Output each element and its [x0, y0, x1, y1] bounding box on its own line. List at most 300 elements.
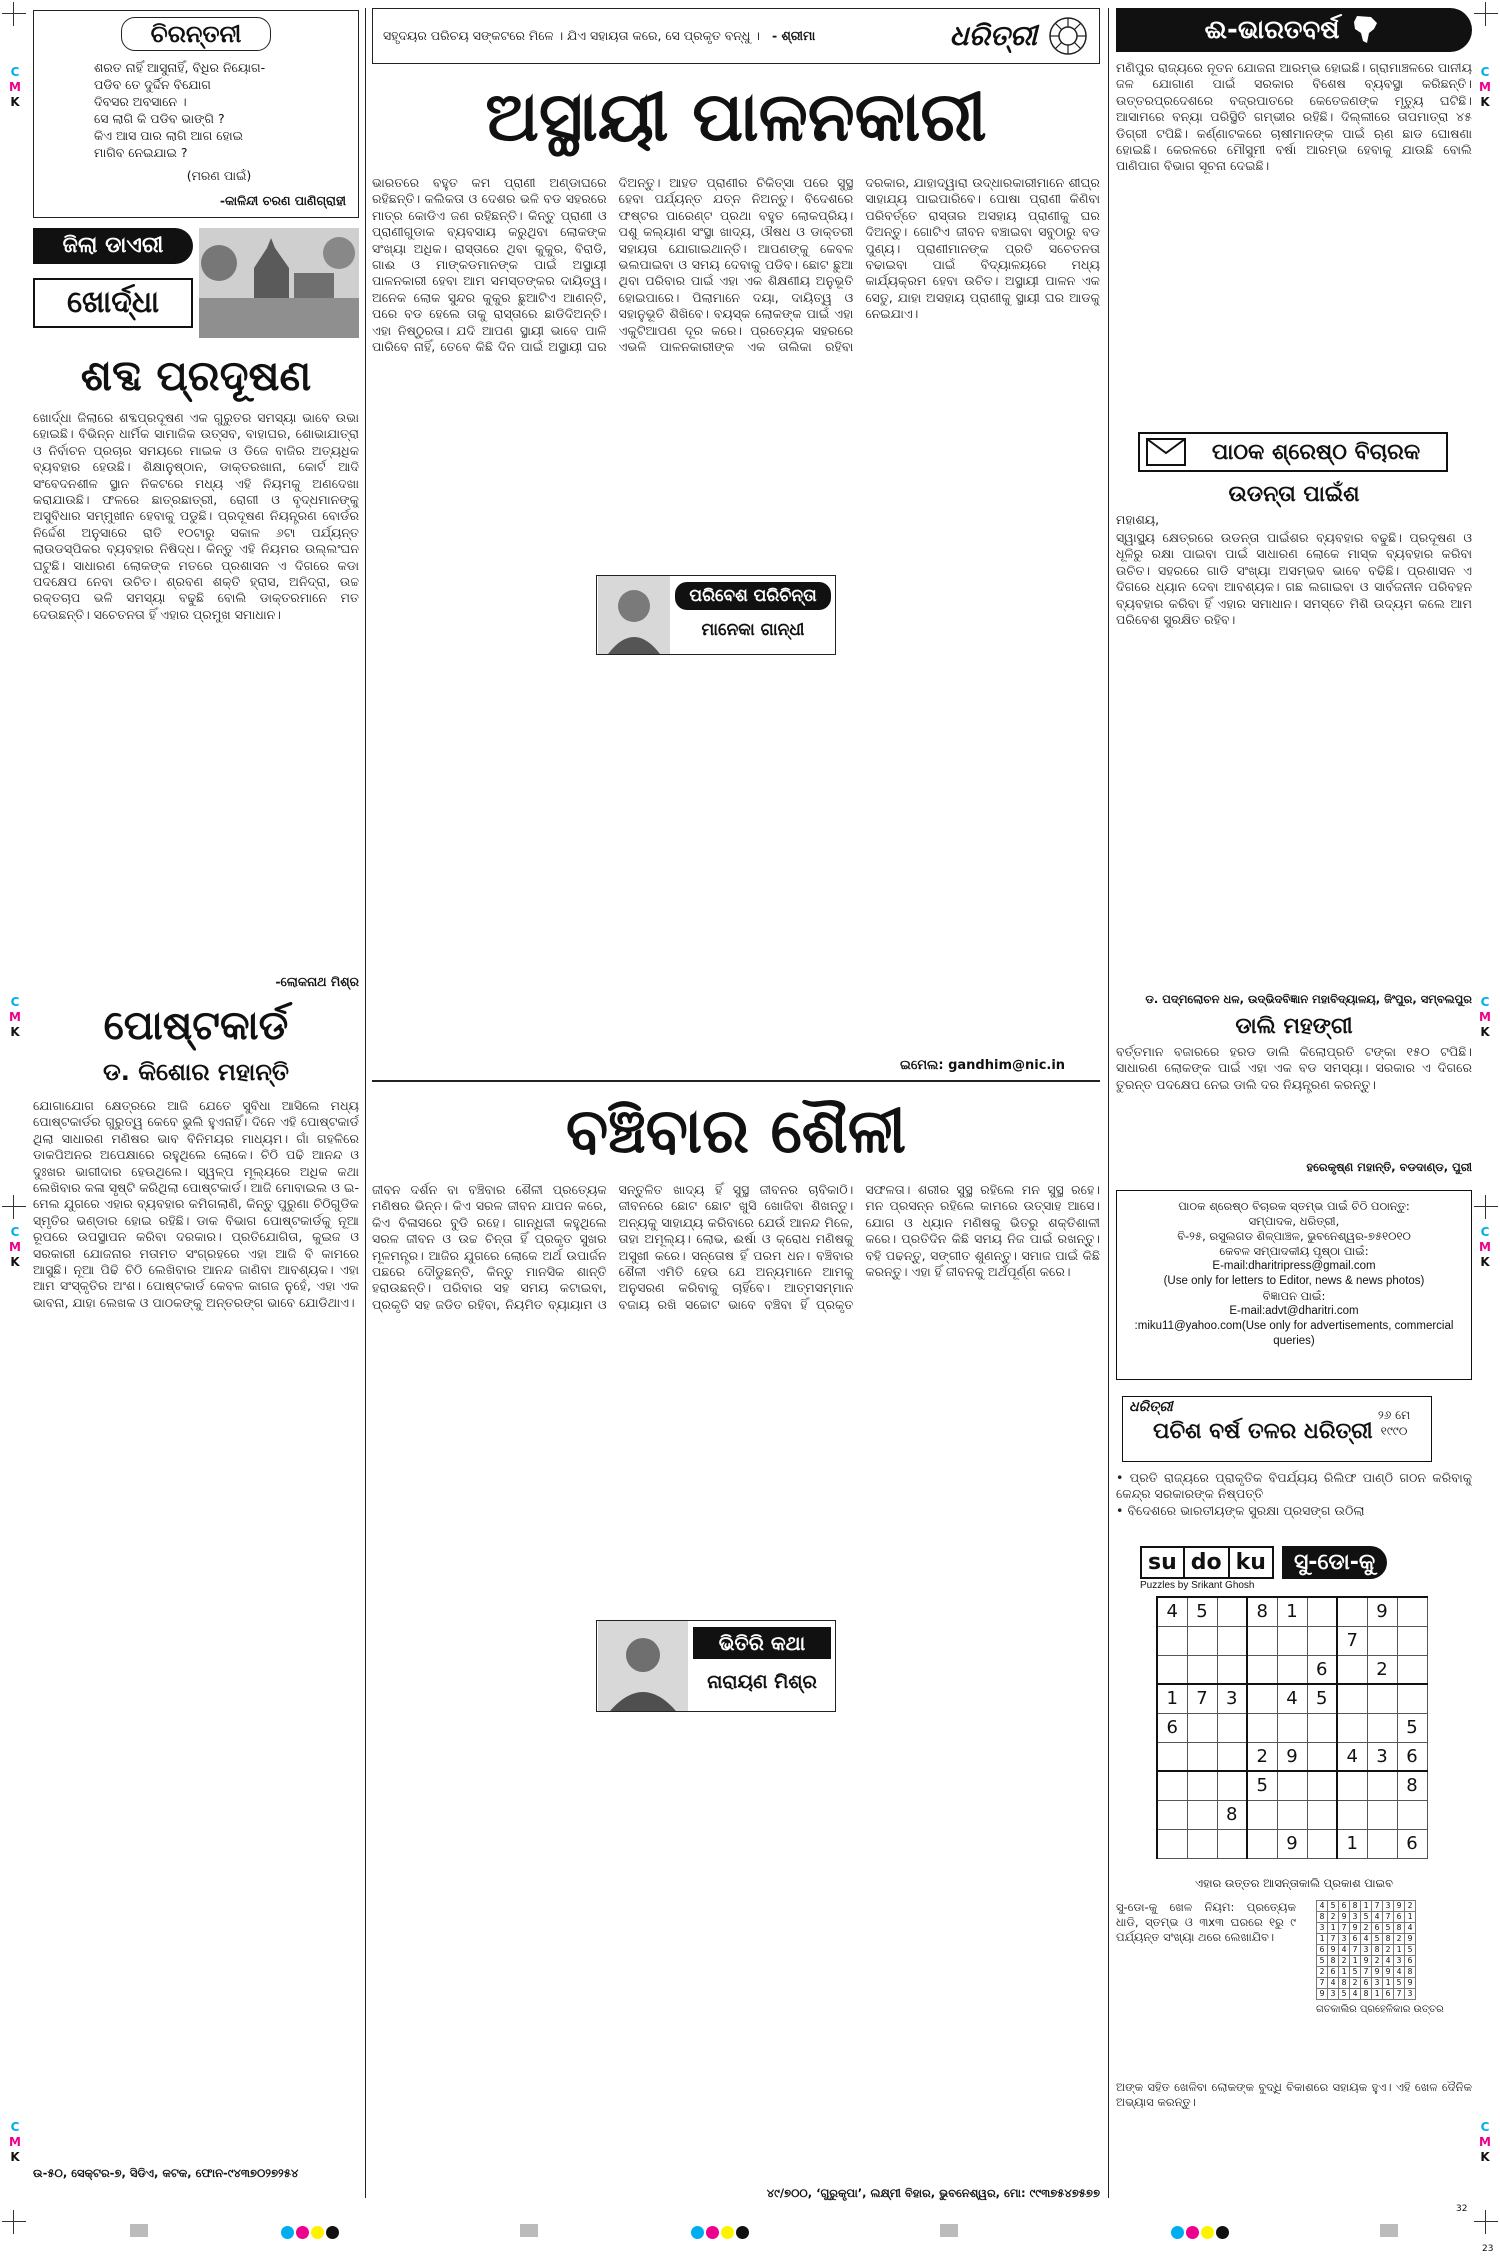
cmyk-mark-left-bottom: C M K	[9, 2120, 21, 2164]
reader-box	[1138, 432, 1448, 472]
solution-cell: 6	[1394, 1912, 1405, 1923]
solution-cell: 8	[1383, 1934, 1394, 1945]
sudoku-cell[interactable]: 6	[1397, 1829, 1427, 1858]
corner-number: 23	[1482, 2244, 1494, 2254]
solution-cell: 4	[1328, 1978, 1339, 1989]
contact-line: ସମ୍ପାଦକ, ଧରିତ୍ରୀ,	[1248, 1214, 1340, 1228]
sudoku-cell[interactable]: 5	[1397, 1713, 1427, 1742]
solution-grid	[1316, 1900, 1416, 2000]
solution-cell: 5	[1394, 1978, 1405, 1989]
magenta-dot	[296, 2226, 309, 2239]
solution-cell: 3	[1361, 1945, 1372, 1956]
solution-cell: 6	[1361, 1978, 1372, 1989]
anniversary-box	[1122, 1396, 1432, 1462]
sudoku-cell[interactable]: 8	[1217, 1800, 1247, 1829]
columnist2-box	[596, 1620, 836, 1712]
solution-cell: 2	[1405, 1901, 1416, 1912]
article2-text-b: ଶରୀର ସୁସ୍ଥ ରହିଲେ ମନ ସୁସ୍ଥ ରହେ। ମନ ପ୍ରସନ୍ନ ରହିଲେ କାମରେ ଉତ୍ସାହ ଆସେ। ଯୋଗ ଓ ଧ୍ୟାନ ମଣିଷକୁ ଭିତରୁ ଶକ୍ତିଶାଳୀ କରେ। ପ୍ରତିଦିନ କିଛି ସମୟ ନିଜ ପାଇଁ ରଖନ୍ତୁ। ବହି ପଢନ୍ତୁ, ସଙ୍ଗୀତ ଶୁଣନ୍ତୁ। ସମାଜ ପାଇଁ କିଛି କରନ୍ତୁ। ଏହା ହିଁ ଜୀବନକୁ ଅର୍ଥପୂର୍ଣ୍ଣ କରେ।	[865, 1182, 1100, 1280]
solution-cell: 2	[1339, 1956, 1350, 1967]
ebharat-body	[1116, 60, 1472, 430]
sudoku-credit: Puzzles by Srikant Ghosh	[1140, 1580, 1255, 1591]
poem-line: କିଏ ଆସ ପାର ଲାଗି ଆଗ ହୋଇ	[94, 128, 244, 143]
cyan-dot	[281, 2226, 294, 2239]
solution-cell: 6	[1328, 1967, 1339, 1978]
solution-cell: 3	[1317, 1923, 1328, 1934]
solution-row	[1317, 1901, 1416, 1912]
poem-author: -କାଳିନ୍ଦୀ ଚରଣ ପାଣିଗ୍ରାହୀ	[219, 193, 346, 208]
dali-signature: ହରେକୃଷ୍ଣ ମହାନ୍ତି, ବଡଦାଣ୍ଡ, ପୁରୀ	[1306, 1160, 1472, 1174]
solution-cell: 5	[1328, 1901, 1339, 1912]
sudoku-logo-su: su	[1140, 1546, 1185, 1579]
diary-district: ଖୋର୍ଦ୍ଧା	[33, 278, 193, 328]
solution-row	[1317, 1934, 1416, 1945]
yellow-dot	[311, 2226, 324, 2239]
sudoku-cell[interactable]	[1217, 1742, 1247, 1771]
solution-cell: 8	[1361, 1989, 1372, 2000]
sudoku-row	[1157, 1684, 1427, 1713]
solution-cell: 1	[1361, 1901, 1372, 1912]
contact-line: ବି-୨୫, ରସୁଲଗଡ ଶିଳ୍ପାଞ୍ଚଳ, ଭୁବନେଶ୍ୱର-୭୫୧୦୧୦	[1177, 1229, 1411, 1243]
sudoku-cell[interactable]: 5	[1187, 1597, 1217, 1626]
sudoku-row	[1157, 1742, 1427, 1771]
sudoku-cell[interactable]	[1247, 1713, 1277, 1742]
email-address[interactable]: gandhim@nic.in	[948, 1058, 1066, 1073]
solution-cell: 5	[1350, 1967, 1361, 1978]
solution-row	[1317, 1945, 1416, 1956]
sabda-title: ଶବ୍ଦ ପ୍ରଦୂଷଣ	[80, 351, 312, 400]
sudoku-cell[interactable]: 6	[1157, 1713, 1187, 1742]
sudoku-puzzle	[1156, 1596, 1428, 1859]
solution-cell: 2	[1328, 1912, 1339, 1923]
sudoku-cell[interactable]	[1307, 1597, 1337, 1626]
solution-cell: 8	[1372, 1945, 1383, 1956]
right-bottom-note-text: ଅଙ୍କ ସହିତ ଖେଳିବା ଲୋକଙ୍କ ବୁଦ୍ଧି ବିକାଶରେ ସହାୟକ ହୁଏ। ଏହି ଖେଳ ଦୈନିକ ଅଭ୍ୟାସ କରନ୍ତୁ।	[1116, 2080, 1472, 2109]
sudoku-cell[interactable]: 2	[1367, 1655, 1397, 1684]
contact-line: କେବଳ ସମ୍ପାଦକୀୟ ପୃଷ୍ଠା ପାଇଁ:	[1219, 1244, 1369, 1258]
poem	[34, 51, 358, 184]
solution-cell: 4	[1361, 1934, 1372, 1945]
solution-cell: 7	[1339, 1923, 1350, 1934]
sudoku-grid	[1156, 1596, 1428, 1859]
postcard-text: ଯୋଗାଯୋଗ କ୍ଷେତ୍ରରେ ଆଜି ଯେତେ ସୁବିଧା ଆସିଲେ ମଧ୍ୟ ପୋଷ୍ଟକାର୍ଡର ଗୁରୁତ୍ୱ କେବେ ଭୁଲି ହୁଏନାହିଁ। ଦିନେ ଏହି ପୋଷ୍ଟକାର୍ଡ ଥିଲା ସାଧାରଣ ମଣିଷର ଭାବ ବିନିମୟର ମାଧ୍ୟମ। ଗାଁ ଗହଳିରେ ଡାକପିଅନର ଅପେକ୍ଷାରେ ରହୁଥିଲେ ଲୋକେ। ଚିଠି ପଢି ଆନନ୍ଦ ଓ ଦୁଃଖର ଭାଗୀଦାର ହେଉଥିଲେ। ସ୍ୱଳ୍ପ ମୂଲ୍ୟରେ ଅଧିକ କଥା ଲେଖିବାର କଳା ସୃଷ୍ଟି କରିଥିଲା ପୋଷ୍ଟକାର୍ଡ। ଆଜି ମୋବାଇଲ ଓ ଇ-ମେଲ ଯୁଗରେ ଏହାର ବ୍ୟବହାର କମିଗଲାଣି, କିନ୍ତୁ ପୁରୁଣା ଚିଠିଗୁଡିକ ସ୍ମୃତିର ଭଣ୍ଡାର ହୋଇ ରହିଛି। ଡାକ ବିଭାଗ ପୋଷ୍ଟକାର୍ଡକୁ ନୂଆ ରୂପରେ ଉପସ୍ଥାପନ କରିବା ଦରକାର। ପ୍ରତିଯୋଗିତା, କୁଇଜ ଓ ସରକାରୀ ଯୋଜନାର ମତାମତ ସଂଗ୍ରହରେ ଏହା ଆଜି ବି କାମରେ ଆସୁଛି। ନୂଆ ପିଢି ଚିଠି ଲେଖିବାର ଆନନ୍ଦ ଜାଣିବା ଆବଶ୍ୟକ। ଏହା ଆମ ସଂସ୍କୃତିର ଅଂଶ। ପୋଷ୍ଟକାର୍ଡ କେବଳ କାଗଜ ନୁହେଁ, ଏହା ଏକ ଭାବନା, ଯାହା ଲେଖକ ଓ ପାଠକଙ୍କୁ ଅନ୍ତରଙ୍ଗ ଭାବେ ଯୋଡିଥାଏ।	[33, 1098, 359, 1310]
solution-cell: 4	[1372, 1912, 1383, 1923]
anniversary-item: • ପ୍ରତି ରାଜ୍ୟରେ ପ୍ରାକୃତିକ ବିପର୍ଯ୍ୟୟ ରିଲିଫ ପାଣ୍ଠି ଗଠନ କରିବାକୁ କେନ୍ଦ୍ର ସରକାରଙ୍କ ନିଷ୍ପତ୍ତି	[1116, 1470, 1472, 1502]
sudoku-cell[interactable]	[1247, 1626, 1277, 1655]
postcard-footer: ଉ-୫୦, ସେକ୍ଟର-୭, ସିଡିଏ, କଟକ, ଫୋନ-୯୪୩୭୦୨୭୨୫୪	[33, 2166, 299, 2180]
sudoku-cell[interactable]	[1217, 1655, 1247, 1684]
sudoku-cell[interactable]	[1307, 1771, 1337, 1800]
solution-cell: 9	[1394, 1901, 1405, 1912]
udanta-body	[1116, 530, 1472, 990]
sudoku-cell[interactable]	[1277, 1655, 1307, 1684]
sudoku-cell[interactable]: 5	[1307, 1684, 1337, 1713]
solution-cell: 2	[1361, 1923, 1372, 1934]
solution-cell: 4	[1405, 1923, 1416, 1934]
sudoku-rules	[1116, 1900, 1296, 2070]
sudoku-cell[interactable]	[1187, 1655, 1217, 1684]
sudoku-cell[interactable]	[1187, 1742, 1217, 1771]
sudoku-cell[interactable]	[1307, 1829, 1337, 1858]
sudoku-note: ଏହାର ଉତ୍ତର ଆସନ୍ତାକାଲି ପ୍ରକାଶ ପାଇବ	[1195, 1876, 1393, 1890]
solution-cell: 7	[1394, 1989, 1405, 2000]
sudoku-cell[interactable]: 9	[1277, 1829, 1307, 1858]
sudoku-cell[interactable]: 3	[1367, 1742, 1397, 1771]
contact-email-advt[interactable]: E-mail:advt@dharitri.com	[1229, 1305, 1359, 1317]
cmyk-dots	[690, 2224, 750, 2243]
magenta-dot	[706, 2226, 719, 2239]
sudoku-row	[1157, 1771, 1427, 1800]
dali-body	[1116, 1044, 1472, 1156]
cmyk-mark-left-low: C M K	[9, 1225, 21, 1269]
sudoku-cell[interactable]	[1307, 1742, 1337, 1771]
email-prefix: ଇମେଲ:	[900, 1058, 944, 1073]
sudoku-row	[1157, 1829, 1427, 1858]
sudoku-cell[interactable]	[1247, 1800, 1277, 1829]
solution-cell: 5	[1383, 1923, 1394, 1934]
sudoku-cell[interactable]	[1277, 1771, 1307, 1800]
cmyk-mark-right-bottom: C M K	[1479, 2120, 1491, 2164]
udanta-title: ଉଡନ୍ତା ପାଇଁଶ	[1228, 482, 1360, 507]
sudoku-row	[1157, 1655, 1427, 1684]
sudoku-rules-text: ସୁ-ଡୋ-କୁ ଖେଳ ନିୟମ: ପ୍ରତ୍ୟେକ ଧାଡି, ସ୍ତମ୍ଭ ଓ ୩x୩ ଘରରେ ୧ରୁ ୯ ପର୍ଯ୍ୟନ୍ତ ସଂଖ୍ୟା ଥରେ ଲେଖାଯିବ।	[1116, 1900, 1296, 1944]
solution-cell: 2	[1350, 1978, 1361, 1989]
sudoku-cell[interactable]: 9	[1367, 1597, 1397, 1626]
column-label: ପରିବେଶ ପରିଚିନ୍ତା	[675, 582, 831, 610]
sudoku-cell[interactable]: 5	[1247, 1771, 1277, 1800]
solution-cell: 8	[1328, 1956, 1339, 1967]
masthead-logo: ଧରିତ୍ରୀ	[949, 19, 1037, 52]
cmyk-dots	[280, 2224, 340, 2243]
sudoku-cell[interactable]: 9	[1277, 1742, 1307, 1771]
sudoku-cell[interactable]	[1157, 1771, 1187, 1800]
anniversary-item: • ବିଦେଶରେ ଭାରତୀୟଙ୍କ ସୁରକ୍ଷା ପ୍ରସଙ୍ଗ ଉଠିଲା	[1116, 1502, 1365, 1518]
column-divider	[1108, 8, 1109, 2198]
sudoku-row	[1157, 1713, 1427, 1742]
poem-line: ପଡିବ ତେ ଦୁର୍ଦ୍ଦିନ ବିଯୋଗ	[94, 77, 211, 92]
sudoku-cell[interactable]: 7	[1337, 1626, 1367, 1655]
poem-line: ସେ ଲାଗି କି ପଡିବ ଭାଙ୍ଗି ?	[94, 111, 225, 126]
sudoku-logo-do: do	[1185, 1546, 1230, 1579]
solution-cell: 4	[1339, 1945, 1350, 1956]
column2-label: ଭିତିରି କଥା	[693, 1627, 831, 1659]
sudoku-cell[interactable]	[1277, 1713, 1307, 1742]
solution-row	[1317, 1967, 1416, 1978]
solution-cell: 1	[1405, 1912, 1416, 1923]
sudoku-cell[interactable]	[1307, 1800, 1337, 1829]
reader-box-title: ପାଠକ ଶ୍ରେଷ୍ଠ ବିଚାରକ	[1211, 439, 1421, 465]
sudoku-logo-ku: ku	[1230, 1546, 1274, 1579]
sudoku-cell[interactable]	[1337, 1597, 1367, 1626]
sudoku-cell[interactable]: 8	[1397, 1771, 1427, 1800]
solution-cell: 4	[1317, 1901, 1328, 1912]
sudoku-cell[interactable]	[1247, 1655, 1277, 1684]
sudoku-cell[interactable]	[1307, 1626, 1337, 1655]
solution-cell: 1	[1383, 1978, 1394, 1989]
anniversary-items	[1116, 1470, 1472, 1530]
sudoku-cell[interactable]	[1247, 1829, 1277, 1858]
solution-cell: 3	[1339, 1934, 1350, 1945]
sudoku-cell[interactable]	[1397, 1597, 1427, 1626]
sudoku-cell[interactable]	[1187, 1800, 1217, 1829]
temple-photo	[199, 228, 359, 338]
sudoku-cell[interactable]	[1367, 1800, 1397, 1829]
sudoku-cell[interactable]: 1	[1157, 1684, 1187, 1713]
article2-text: ଜୀବନ ଦର୍ଶନ ବା ବଞ୍ଚିବାର ଶୈଳୀ ପ୍ରତ୍ୟେକ ମଣିଷର ଭିନ୍ନ। କିଏ ସରଳ ଜୀବନ ଯାପନ କରେ, କିଏ ବିଳାସରେ ବୁଡି ରହେ। ଗାନ୍ଧିଜୀ କହୁଥିଲେ ସରଳ ଜୀବନ ଓ ଉଚ୍ଚ ଚିନ୍ତା ହିଁ ପ୍ରକୃତ ସୁଖର ମୂଳମନ୍ତ୍ର। ଆଜିର ଯୁଗରେ ଲୋକେ ଅର୍ଥ ଉପାର୍ଜନ ପଛରେ ଦୌଡୁଛନ୍ତି, କିନ୍ତୁ ମାନସିକ ଶାନ୍ତି ହରାଉଛନ୍ତି। ପରିବାର ସହ ସମୟ କଟାଇବା, ପ୍ରକୃତି ସହ ଜଡିତ ରହିବା, ନିୟମିତ ବ୍ୟାୟାମ ଓ ସନ୍ତୁଳିତ ଖାଦ୍ୟ ହିଁ ସୁସ୍ଥ ଜୀବନର ଚାବିକାଠି। ଜୀବନରେ ଛୋଟ ଛୋଟ ଖୁସି ଖୋଜିବା ଶିଖନ୍ତୁ। ଅନ୍ୟକୁ ସାହାଯ୍ୟ କରିବାରେ ଯେଉଁ ଆନନ୍ଦ ମିଳେ, ତାହା ଅମୂଲ୍ୟ। ଲୋଭ, ଈର୍ଷା ଓ କ୍ରୋଧ ମଣିଷକୁ ଅସୁଖୀ କରେ। ସନ୍ତୋଷ ହିଁ ପରମ ଧନ। ବଞ୍ଚିବାର ଶୈଳୀ ଏମିତି ହେଉ ଯେ ଅନ୍ୟମାନେ ଆମକୁ ଅନୁସରଣ କରିବାକୁ ଚାହିଁବେ। ଆତ୍ମସମ୍ମାନ ବଜାୟ ରଖି ସଚ୍ଚୋଟ ଭାବେ ବଞ୍ଚିବା ହିଁ ପ୍ରକୃତ ସଫଳତା।	[372, 1182, 911, 1312]
dali-text: ବର୍ତ୍ତମାନ ବଜାରରେ ହରଡ ଡାଲି କିଲୋପ୍ରତି ଟଙ୍କା ୧୫୦ ଟପିଛି। ସାଧାରଣ ଲୋକଙ୍କ ପାଇଁ ଏହା ଏକ ବଡ ସମସ୍ୟା। ସରକାର ଏ ଦିଗରେ ତୁରନ୍ତ ପଦକ୍ଷେପ ନେଇ ଡାଲି ଦର ନିୟନ୍ତ୍ରଣ କରନ୍ତୁ।	[1116, 1044, 1472, 1092]
email-line	[900, 1058, 1065, 1073]
solution-cell: 1	[1350, 1956, 1361, 1967]
sudoku-cell[interactable]	[1187, 1713, 1217, 1742]
yellow-dot	[1201, 2226, 1214, 2239]
sudoku-cell[interactable]	[1217, 1829, 1247, 1858]
diary-label: ଜିଲା ଡାଏରୀ	[33, 228, 193, 264]
sudoku-row	[1157, 1800, 1427, 1829]
chirantani-title: ଚିରନ୍ତନୀ	[121, 17, 271, 51]
solution-cell: 7	[1328, 1934, 1339, 1945]
sudoku-cell[interactable]	[1187, 1829, 1217, 1858]
solution-cell: 8	[1405, 1967, 1416, 1978]
sudoku-row	[1157, 1597, 1427, 1626]
sudoku-cell[interactable]: 7	[1187, 1684, 1217, 1713]
postcard-author: ଡ. କିଶୋର ମହାନ୍ତି	[103, 1058, 289, 1086]
udanta-salutation: ମହାଶୟ,	[1116, 512, 1160, 527]
sudoku-cell[interactable]	[1367, 1829, 1397, 1858]
solution-cell: 4	[1394, 1967, 1405, 1978]
solution-cell: 6	[1383, 1989, 1394, 2000]
sudoku-cell[interactable]: 4	[1337, 1742, 1367, 1771]
solution-cell: 5	[1339, 1989, 1350, 2000]
solution-row	[1317, 1989, 1416, 2000]
contact-line: ପାଠକ ଶ୍ରେଷ୍ଠ ବିଚାରକ ସ୍ତମ୍ଭ ପାଇଁ ଚିଠି ପଠାନ୍ତୁ:	[1178, 1199, 1410, 1213]
sudoku-header	[1140, 1538, 1460, 1586]
solution-cell: 7	[1350, 1945, 1361, 1956]
solution-cell: 1	[1317, 1934, 1328, 1945]
black-dot	[736, 2226, 749, 2239]
solution-cell: 7	[1383, 1912, 1394, 1923]
sudoku-solution	[1316, 1900, 1466, 2015]
solution-cell: 7	[1317, 1978, 1328, 1989]
sudoku-cell[interactable]: 2	[1247, 1742, 1277, 1771]
sudoku-cell[interactable]	[1337, 1771, 1367, 1800]
solution-cell: 6	[1405, 1956, 1416, 1967]
solution-row	[1317, 1956, 1416, 1967]
solution-cell: 5	[1317, 1956, 1328, 1967]
cmyk-mark-right-mid: C M K	[1479, 995, 1491, 1039]
anniversary-masthead: ଧରିତ୍ରୀ	[1129, 1399, 1173, 1415]
sudoku-cell[interactable]: 1	[1337, 1829, 1367, 1858]
poem-line: (ମରଣ ପାଇଁ)	[186, 168, 252, 183]
solution-cell: 6	[1372, 1923, 1383, 1934]
sudoku-cell[interactable]: 1	[1277, 1597, 1307, 1626]
sudoku-cell[interactable]	[1247, 1684, 1277, 1713]
cmyk-mark-right-top: C M K	[1479, 65, 1491, 109]
solution-cell: 6	[1350, 1934, 1361, 1945]
contact-box	[1116, 1190, 1472, 1380]
print-color-bar	[0, 2222, 1500, 2242]
sudoku-cell[interactable]: 6	[1307, 1655, 1337, 1684]
solution-cell: 8	[1394, 1923, 1405, 1934]
solution-cell: 3	[1394, 1956, 1405, 1967]
solution-row	[1317, 1923, 1416, 1934]
postcard-title: ପୋଷ୍ଟକାର୍ଡ	[103, 1003, 289, 1049]
column2-author: ନାରାୟଣ ମିଶ୍ର	[707, 1671, 817, 1693]
solution-cell: 8	[1317, 1912, 1328, 1923]
sudoku-cell[interactable]	[1217, 1626, 1247, 1655]
solution-cell: 9	[1350, 1923, 1361, 1934]
sudoku-cell[interactable]	[1367, 1684, 1397, 1713]
sudoku-cell[interactable]	[1367, 1626, 1397, 1655]
sudoku-cell[interactable]	[1157, 1626, 1187, 1655]
cmyk-mark-right-low: C M K	[1479, 1225, 1491, 1269]
envelope-icon	[1146, 438, 1186, 466]
poem-line: ଶରତ ନାହିଁ ଆସୁନାହିଁ, ବିଧିର ନିୟୋଗ-	[94, 60, 266, 75]
sudoku-cell[interactable]	[1277, 1800, 1307, 1829]
sudoku-cell[interactable]	[1187, 1771, 1217, 1800]
sudoku-cell[interactable]	[1217, 1771, 1247, 1800]
gray-swatch	[940, 2224, 958, 2237]
sudoku-oriya-title: ସୁ-ଡୋ-କୁ	[1282, 1546, 1387, 1579]
anniversary-date: ୨୬ ମେ ୧୯୯୦	[1377, 1408, 1411, 1438]
sudoku-cell[interactable]	[1397, 1684, 1427, 1713]
solution-cell: 3	[1383, 1901, 1394, 1912]
article1-text: ଭାରତରେ ବହୁତ କମ ପ୍ରାଣୀ ଅଣ୍ଡାଘରେ ରହିଛନ୍ତି। କଲିକତା ଓ ଦେଶର ଭଳି ବଡ ସହରରେ ମାତ୍ର କୋଡିଏ ଜଣ ରହିଛନ୍ତି। କିନ୍ତୁ ପ୍ରାଣୀ ଓ ପ୍ରାଣୀଗୁଡାକ ବ୍ୟବସାୟ କରୁଥିବା ଲୋକଙ୍କ ସଂଖ୍ୟା ଅଧିକ। ରାସ୍ତାରେ ଥିବା କୁକୁର, ବିରାଡି, ଗାଈ ଓ ମାଙ୍କଡମାନଙ୍କ ପାଇଁ ଅସ୍ଥାୟୀ ପାଳନକାରୀ ହେବା ଆମ ସମସ୍ତଙ୍କର ଦାୟିତ୍ୱ। ଅନେକ ଲୋକ ସୁନ୍ଦର କୁକୁର ଛୁଆଟିଏ ଆଣନ୍ତି, ପରେ ବଡ ହେଲେ ତାକୁ ରାସ୍ତାରେ ଛାଡିଦିଅନ୍ତି। ଏହା ନିଷ୍ଠୁରତା। ଯଦି ଆପଣ ସ୍ଥାୟୀ ଭାବେ ପାଳି ପାରିବେ ନାହିଁ, ତେବେ କିଛି ଦିନ ପାଇଁ ଅସ୍ଥାୟୀ ଘର ଦିଅନ୍ତୁ। ଆହତ ପ୍ରାଣୀର ଚିକିତ୍ସା ପରେ ସୁସ୍ଥ ହେବା ପର୍ଯ୍ୟନ୍ତ ଯତ୍ନ ନିଅନ୍ତୁ। ବିଦେଶରେ ଫଷ୍ଟର ପାରେଣ୍ଟ ପ୍ରଥା ବହୁତ ଲୋକପ୍ରିୟ। ପଶୁ କଲ୍ୟାଣ ସଂସ୍ଥା ଖାଦ୍ୟ, ଔଷଧ ଓ ଡାକ୍ତରୀ ସହାୟତା ଯୋଗାଇଥାନ୍ତି। ଆପଣଙ୍କୁ କେବଳ ଭଲପାଇବା ଓ ସମୟ ଦେବାକୁ ପଡିବ। ଛୋଟ ଛୁଆ ଥିବା ପରିବାର ପାଇଁ ଏହା ଏକ ଶିକ୍ଷଣୀୟ ଅନୁଭୂତି ହୋଇପାରେ। ପିଲାମାନେ ଦୟା, ଦାୟିତ୍ୱ ଓ ସହାନୁଭୂତି ଶିଖିବେ। ବୟସ୍କ ଲୋକଙ୍କ ପାଇଁ ଏହା ଏକୁଟିଆପଣ ଦୂର କରେ। ପ୍ରତ୍ୟେକ ସହରରେ ଏଭଳି ପାଳନକାରୀଙ୍କ ଏକ ତାଲିକା ରହିବା ଦରକାର, ଯାହାଦ୍ୱାରା ଉଦ୍ଧାରକାରୀମାନେ ଶୀଘ୍ର ସାହାଯ୍ୟ ପାଇପାରିବେ। ପୋଷା ପ୍ରାଣୀ କିଣିବା ପରିବର୍ତ୍ତେ ରାସ୍ତାର ଅସହାୟ ପ୍ରାଣୀକୁ ଘର ଦିଅନ୍ତୁ। ଗୋଟିଏ ଜୀବନ ବଞ୍ଚାଇବା ସବୁଠାରୁ ବଡ ପୁଣ୍ୟ। ପ୍ରାଣୀମାନଙ୍କ ପ୍ରତି ସଚେତନତା ବଢାଇବା ପାଇଁ ବିଦ୍ୟାଳୟରେ ମଧ୍ୟ କାର୍ଯ୍ୟକ୍ରମ ହେବା ଉଚିତ। ଅସ୍ଥାୟୀ ପାଳନ ଏକ ସେତୁ, ଯାହା ଅସହାୟ ପ୍ରାଣୀକୁ ସ୍ଥାୟୀ ଘର ଆଡକୁ ନେଇଯାଏ।	[372, 175, 1100, 355]
quote-text	[383, 28, 938, 44]
dali-title: ଡାଲି ମହଙ୍ଗୀ	[1235, 1014, 1353, 1039]
sudoku-cell[interactable]	[1397, 1655, 1427, 1684]
solution-cell: 9	[1328, 1945, 1339, 1956]
contact-email-note: (Use only for letters to Editor, news & news photos)	[1163, 1275, 1425, 1287]
sudoku-cell[interactable]	[1367, 1771, 1397, 1800]
solution-cell: 5	[1372, 1934, 1383, 1945]
black-dot	[326, 2226, 339, 2239]
quote-body: ସହୃଦୟର ପରିଚୟ ସଙ୍କଟରେ ମିଳେ । ଯିଏ ସହାୟତା କରେ, ସେ ପ୍ରକୃତ ବନ୍ଧୁ ।	[383, 28, 760, 43]
sudoku-cell[interactable]	[1217, 1713, 1247, 1742]
gray-swatch	[520, 2224, 538, 2237]
sudoku-cell[interactable]	[1307, 1713, 1337, 1742]
cmyk-mark-left-top: C M K	[9, 65, 21, 109]
solution-cell: 1	[1339, 1967, 1350, 1978]
cyan-dot	[1171, 2226, 1184, 2239]
columnist-photo	[598, 576, 670, 654]
right-bottom-note	[1116, 2080, 1472, 2130]
sudoku-cell[interactable]	[1277, 1626, 1307, 1655]
solution-cell: 9	[1383, 1967, 1394, 1978]
sudoku-cell[interactable]	[1187, 1626, 1217, 1655]
columnist-box	[596, 575, 836, 655]
solution-cell: 9	[1339, 1912, 1350, 1923]
poem-line: ମାଗିବ ନେଇଯାଇ ?	[94, 145, 188, 160]
headline-lifestyle: ବଞ୍ଚିବାର ଶୈଳୀ	[565, 1094, 907, 1167]
solution-cell: 1	[1372, 1989, 1383, 2000]
contact-advt-label: ବିଜ୍ଞାପନ ପାଇଁ:	[1262, 1289, 1326, 1303]
page-number: 32	[1456, 2204, 1468, 2214]
yellow-dot	[721, 2226, 734, 2239]
india-map-icon	[1349, 13, 1383, 47]
solution-label: ଗତକାଲିର ପ୍ରହେଳିକାର ଉତ୍ତର	[1316, 2004, 1444, 2015]
solution-cell: 3	[1350, 1912, 1361, 1923]
ebharat-text: ମଣିପୁର ରାଜ୍ୟରେ ନୂତନ ଯୋଜନା ଆରମ୍ଭ ହୋଇଛି। ଗ୍ରାମାଞ୍ଚଳରେ ପାନୀୟ ଜଳ ଯୋଗାଣ ପାଇଁ ସରକାର ବିଶେଷ ବ୍ୟବସ୍ଥା କରିଛନ୍ତି। ଉତ୍ତରପ୍ରଦେଶରେ ବଜ୍ରପାତରେ କେତେଜଣଙ୍କ ମୃତ୍ୟୁ ଘଟିଛି। ଆସାମରେ ବନ୍ୟା ପରିସ୍ଥିତି ଗମ୍ଭୀର ରହିଛି। ଦିଲ୍ଲୀରେ ତାପମାତ୍ରା ୪୫ ଡିଗ୍ରୀ ଟପିଛି। କର୍ଣ୍ଣାଟକରେ ଚାଷୀମାନଙ୍କ ପାଇଁ ଋଣ ଛାଡ ଘୋଷଣା ହୋଇଛି। କେରଳରେ ମୌସୁମୀ ବର୍ଷା ଆରମ୍ଭ ହେବାକୁ ଯାଉଛି ବୋଲି ପାଣିପାଗ ବିଭାଗ ସୂଚନା ଦେଇଛି।	[1116, 60, 1472, 174]
black-dot	[1216, 2226, 1229, 2239]
sudoku-cell[interactable]	[1157, 1829, 1187, 1858]
solution-cell: 2	[1394, 1934, 1405, 1945]
sudoku-cell[interactable]	[1217, 1597, 1247, 1626]
solution-cell: 2	[1383, 1945, 1394, 1956]
anniversary-item-text: ପ୍ରତି ରାଜ୍ୟରେ ପ୍ରାକୃତିକ ବିପର୍ଯ୍ୟୟ ରିଲିଫ ପାଣ୍ଠି ଗଠନ କରିବାକୁ କେନ୍ଦ୍ର ସରକାରଙ୍କ ନିଷ୍ପତ୍ତି	[1116, 1470, 1472, 1502]
solution-row	[1317, 1912, 1416, 1923]
sudoku-cell[interactable]: 6	[1397, 1742, 1427, 1771]
solution-cell: 3	[1328, 1989, 1339, 2000]
chirantani-box	[33, 10, 359, 218]
quote-author: - ଶ୍ରୀମା	[771, 28, 816, 43]
postcard-body	[33, 1098, 359, 2158]
sudoku-cell[interactable]	[1397, 1626, 1427, 1655]
section-rule	[372, 1080, 1100, 1082]
article2-footer: ୪୯/୭୦୦, ‘ଗୁରୁକୃପା’, ଲକ୍ଷ୍ମୀ ବିହାର, ଭୁବନେଶ୍ୱର, ମୋ: ୯୯୩୭୫୪୭୫୭୭	[766, 2186, 1100, 2200]
columnist2-photo	[598, 1621, 688, 1711]
solution-cell: 7	[1372, 1901, 1383, 1912]
sudoku-cell[interactable]	[1337, 1684, 1367, 1713]
column-divider	[365, 8, 366, 2198]
cmyk-mark-left-mid: C M K	[9, 995, 21, 1039]
solution-cell: 9	[1372, 1967, 1383, 1978]
solution-cell: 3	[1372, 1978, 1383, 1989]
column-author: ମାନେକା ଗାନ୍ଧୀ	[701, 620, 805, 640]
cmyk-dots	[1170, 2224, 1230, 2243]
contact-email-editor[interactable]: E-mail:dharitripress@gmail.com	[1212, 1260, 1376, 1272]
crosshair-mark	[2, 2, 26, 26]
magenta-dot	[1186, 2226, 1199, 2239]
solution-row	[1317, 1978, 1416, 1989]
sudoku-cell[interactable]: 3	[1217, 1684, 1247, 1713]
sabda-text: ଖୋର୍ଦ୍ଧା ଜିଲାରେ ଶବ୍ଦପ୍ରଦୂଷଣ ଏକ ଗୁରୁତର ସମସ୍ୟା ଭାବେ ଉଭା ହୋଇଛି। ବିଭିନ୍ନ ଧାର୍ମିକ ସାମାଜିକ ଉତ୍ସବ, ବାହାଘର, ଶୋଭାଯାତ୍ରା ଓ ନିର୍ବାଚନ ପ୍ରଚାର ସମୟରେ ମାଇକ ଓ ଡିଜେ ବାଜିର ଅତ୍ୟଧିକ ବ୍ୟବହାର ହେଉଛି। ଶିକ୍ଷାନୁଷ୍ଠାନ, ଡାକ୍ତରଖାନା, କୋର୍ଟ ଆଦି ସଂବେଦନଶୀଳ ସ୍ଥାନ ନିକଟରେ ମଧ୍ୟ ଏହି ନିୟମକୁ ଅଣଦେଖା କରାଯାଉଛି। ଫଳରେ ଛାତ୍ରଛାତ୍ରୀ, ରୋଗୀ ଓ ବୃଦ୍ଧମାନଙ୍କୁ ଅସୁବିଧାର ସମ୍ମୁଖୀନ ହେବାକୁ ପଡୁଛି। ପ୍ରଦୂଷଣ ନିୟନ୍ତ୍ରଣ ବୋର୍ଡର ନିର୍ଦ୍ଦେଶ ଅନୁସାରେ ରାତି ୧୦ଟାରୁ ସକାଳ ୬ଟା ପର୍ଯ୍ୟନ୍ତ ଲାଉଡସ୍ପିକର ବ୍ୟବହାର ନିଷିଦ୍ଧ। କିନ୍ତୁ ଏହି ନିୟମର ଉଲ୍ଲଂଘନ ଘଟୁଛି। ସାଧାରଣ ଲୋକଙ୍କ ମତରେ ପ୍ରଶାସନ ଏ ଦିଗରେ କଡା ପଦକ୍ଷେପ ନେବା ଉଚିତ। ଶ୍ରବଣ ଶକ୍ତି ହ୍ରାସ, ଅନିଦ୍ରା, ଉଚ୍ଚ ରକ୍ତଚାପ ଭଳି ସମସ୍ୟା ବଢୁଛି ବୋଲି ଡାକ୍ତରମାନେ ମତ ଦେଉଛନ୍ତି। ସଚେତନତା ହିଁ ଏହାର ପ୍ରମୁଖ ସମାଧାନ।	[33, 410, 359, 622]
sudoku-row	[1157, 1626, 1427, 1655]
sudoku-cell[interactable]	[1397, 1800, 1427, 1829]
udanta-text: ସ୍ୱାସ୍ଥ୍ୟ କ୍ଷେତ୍ରରେ ଉଡନ୍ତା ପାଇଁଶର ବ୍ୟବହାର ବଢୁଛି। ପ୍ରଦୂଷଣ ଓ ଧୂଳିରୁ ରକ୍ଷା ପାଇବା ପାଇଁ ସାଧାରଣ ଲୋକେ ମାସ୍କ ବ୍ୟବହାର କରିବା ଉଚିତ। ସହରରେ ଗାଡି ସଂଖ୍ୟା ଅସମ୍ଭବ ଭାବେ ବଢିଛି। ପ୍ରଶାସନ ଏ ଦିଗରେ ଧ୍ୟାନ ଦେବା ଆବଶ୍ୟକ। ଗଛ ଲଗାଇବା ଓ ସାର୍ବଜନୀନ ପରିବହନ ବ୍ୟବହାର କରିବା ହିଁ ଏହାର ସମାଧାନ। ସମସ୍ତେ ମିଶି ଉଦ୍ୟମ କଲେ ଆମ ପରିବେଶ ସୁରକ୍ଷିତ ରହିବ।	[1116, 530, 1472, 628]
solution-cell: 8	[1339, 1978, 1350, 1989]
sudoku-cell[interactable]	[1337, 1655, 1367, 1684]
sudoku-cell[interactable]: 8	[1247, 1597, 1277, 1626]
gray-swatch	[130, 2224, 148, 2237]
gray-swatch	[1380, 2224, 1398, 2237]
ebharat-header	[1116, 8, 1472, 52]
crosshair-mark	[2, 1195, 26, 1219]
district-diary-box	[33, 228, 359, 340]
anniversary-item-text: ବିଦେଶରେ ଭାରତୀୟଙ୍କ ସୁରକ୍ଷା ପ୍ରସଙ୍ଗ ଉଠିଲା	[1127, 1502, 1365, 1518]
sudoku-cell[interactable]	[1157, 1655, 1187, 1684]
solution-cell: 9	[1405, 1978, 1416, 1989]
solution-cell: 3	[1405, 1989, 1416, 2000]
solution-cell: 5	[1361, 1912, 1372, 1923]
solution-cell: 5	[1405, 1945, 1416, 1956]
solution-cell: 6	[1317, 1945, 1328, 1956]
contact-email-yahoo[interactable]: :miku11@yahoo.com(Use only for advertisements, commercial queries)	[1134, 1320, 1454, 1347]
sudoku-cell[interactable]	[1157, 1800, 1187, 1829]
sudoku-cell[interactable]	[1337, 1800, 1367, 1829]
sudoku-cell[interactable]	[1367, 1713, 1397, 1742]
sudoku-cell[interactable]: 4	[1157, 1597, 1187, 1626]
sudoku-cell[interactable]	[1337, 1713, 1367, 1742]
solution-cell: 1	[1394, 1945, 1405, 1956]
solution-cell: 4	[1383, 1956, 1394, 1967]
sudoku-cell[interactable]: 4	[1277, 1684, 1307, 1713]
crosshair-mark	[1474, 2, 1498, 26]
sabda-body	[33, 410, 359, 970]
poem-line: ଦିବସର ଅବସାନେ ।	[94, 94, 187, 109]
solution-cell: 9	[1317, 1989, 1328, 2000]
headline-temporary-caretaker: ଅସ୍ଥାୟୀ ପାଳନକାରୀ	[485, 78, 987, 157]
sudoku-cell[interactable]	[1157, 1742, 1187, 1771]
solution-cell: 7	[1361, 1967, 1372, 1978]
